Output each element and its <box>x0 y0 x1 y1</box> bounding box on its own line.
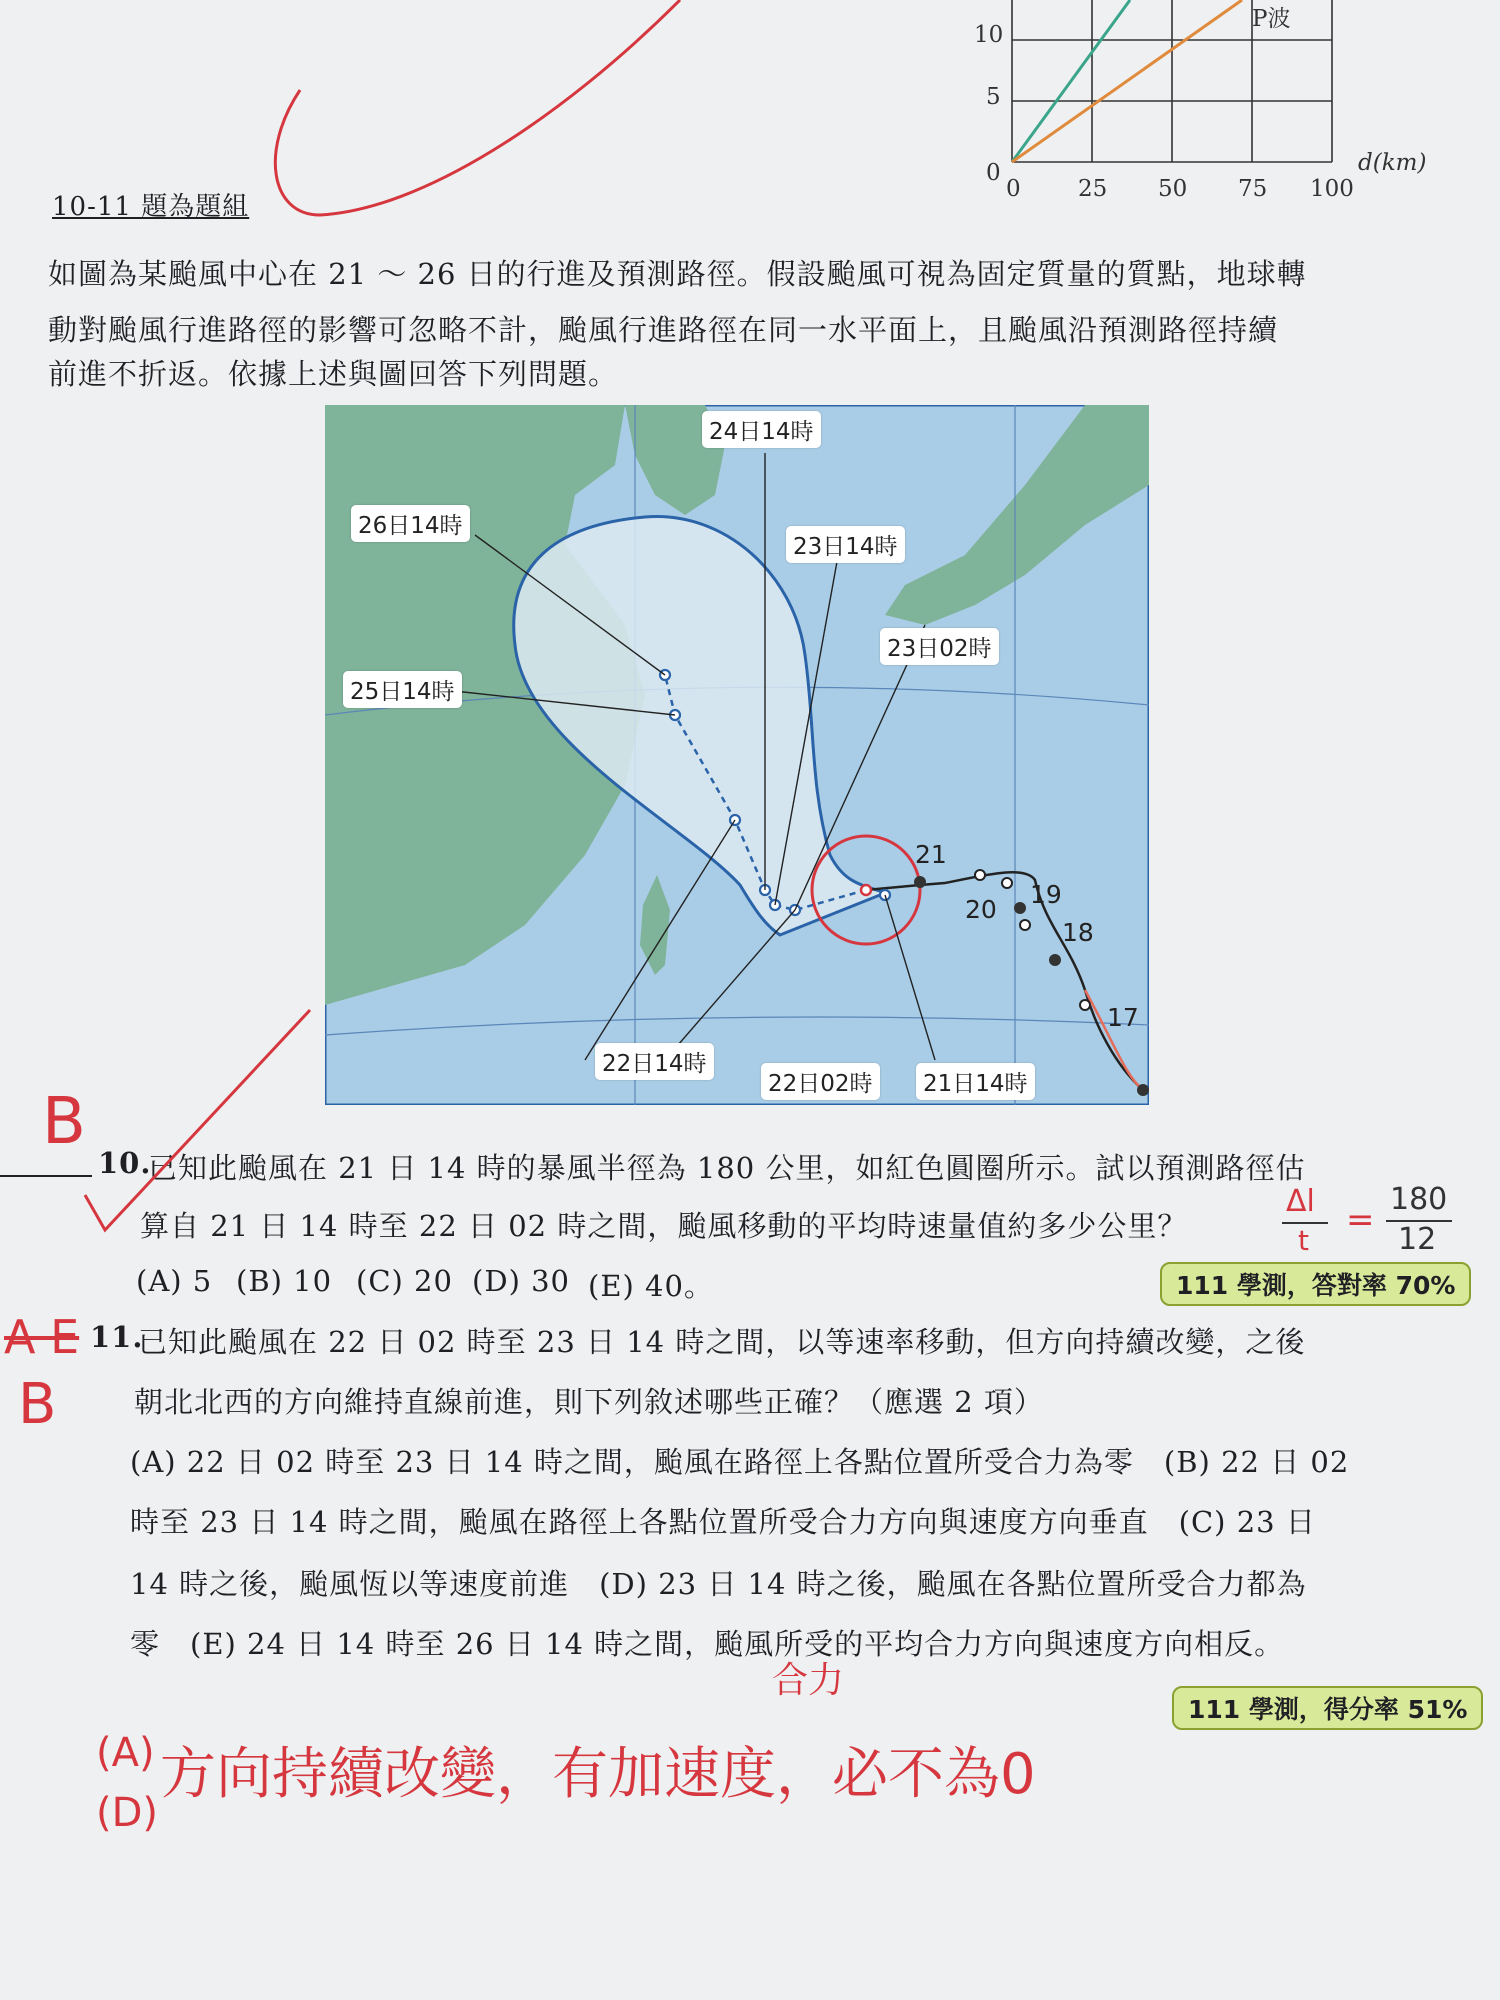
y-tick-10: 10 <box>974 22 1004 48</box>
answer-11-handwritten: B <box>18 1372 57 1437</box>
intro-line-1: 如圖為某颱風中心在 21 ～ 26 日的行進及預測路徑。假設颱風可視為固定質量的質點，地球轉 <box>48 257 1307 291</box>
x-axis-label: d(km) <box>1358 150 1427 176</box>
intro-line-3: 前進不折返。依據上述與圖回答下列問題。 <box>48 357 619 391</box>
intro-line-2: 動對颱風行進路徑的影響可忽略不計，颱風行進路徑在同一水平面上，且颱風沿預測路徑持續 <box>48 313 1279 347</box>
calc-num-left: Δl <box>1286 1184 1315 1219</box>
note-prefix-d: (D) <box>96 1790 159 1836</box>
x-tick-50: 50 <box>1158 176 1188 202</box>
calc-den-right: 12 <box>1398 1222 1437 1257</box>
label-22-02: 22日02時 <box>761 1063 880 1100</box>
y-tick-0: 0 <box>986 160 1001 186</box>
q10-option-b: (B) 10 <box>236 1264 333 1298</box>
q11-line-4: 時至 23 日 14 時之間，颱風在路徑上各點位置所受合力方向與速度方向垂直 (C) 23 日 <box>130 1505 1316 1539</box>
q10-number: 10. <box>98 1146 152 1180</box>
q11-number: 11. <box>90 1320 144 1354</box>
q11-line-6: 零 (E) 24 日 14 時至 26 日 14 時之間，颱風所受的平均合力方向與速度方向相反。 <box>130 1627 1285 1661</box>
note-insert: 合力 <box>772 1660 845 1701</box>
q10-badge: 111 學測，答對率 70% <box>1160 1262 1471 1306</box>
q10-option-a: (A) 5 <box>136 1264 213 1298</box>
x-tick-100: 100 <box>1310 176 1354 202</box>
q11-badge: 111 學測，得分率 51% <box>1172 1686 1483 1730</box>
day-21: 21 <box>915 840 947 869</box>
calc-equals: = <box>1346 1200 1375 1240</box>
label-26-14: 26日14時 <box>351 505 470 542</box>
answer-11-wrong: A E <box>4 1310 80 1364</box>
q10-line-1: 已知此颱風在 21 日 14 時的暴風半徑為 180 公里，如紅色圓圈所示。試以預測路徑估 <box>148 1151 1306 1185</box>
day-18: 18 <box>1062 918 1094 947</box>
y-tick-5: 5 <box>986 84 1001 110</box>
q10-option-e: (E) 40。 <box>588 1269 714 1303</box>
x-tick-0: 0 <box>1006 176 1021 202</box>
answer-10-handwritten: B <box>42 1085 86 1159</box>
checkmark-stroke <box>0 1000 400 1260</box>
day-19: 19 <box>1030 880 1062 909</box>
label-21-14: 21日14時 <box>916 1063 1035 1100</box>
q11-line-3: (A) 22 日 02 時至 23 日 14 時之間，颱風在路徑上各點位置所受合力為零 (B) 22 日 02 <box>130 1445 1350 1479</box>
q10-option-c: (C) 20 <box>356 1264 453 1298</box>
group-header: 10-11 題為題組 <box>52 192 250 222</box>
label-25-14: 25日14時 <box>343 671 462 708</box>
q11-line-2: 朝北北西的方向維持直線前進，則下列敘述哪些正確？（應選 2 項） <box>134 1385 1044 1419</box>
typhoon-map <box>325 405 1149 1105</box>
label-23-14: 23日14時 <box>786 526 905 563</box>
label-22-14: 22日14時 <box>595 1043 714 1080</box>
calc-num-right: 180 <box>1390 1182 1448 1217</box>
label-24-14: 24日14時 <box>702 411 821 448</box>
note-prefix-a: (A) <box>96 1730 155 1776</box>
q10-option-d: (D) 30 <box>472 1264 570 1298</box>
calc-den-left: t <box>1298 1224 1309 1257</box>
q10-line-2: 算自 21 日 14 時至 22 日 02 時之間，颱風移動的平均時速量值約多少公里？ <box>140 1209 1188 1243</box>
day-17: 17 <box>1107 1003 1139 1032</box>
x-tick-75: 75 <box>1238 176 1268 202</box>
note-text: 方向持續改變，有加速度，必不為0 <box>160 1742 1036 1807</box>
day-20: 20 <box>965 895 997 924</box>
label-23-02: 23日02時 <box>880 628 999 665</box>
p-wave-label: P波 <box>1252 6 1291 32</box>
x-tick-25: 25 <box>1078 176 1108 202</box>
q11-line-5: 14 時之後，颱風恆以等速度前進 (D) 23 日 14 時之後，颱風在各點位置所受合力都為 <box>130 1567 1307 1601</box>
q11-line-1: 已知此颱風在 22 日 02 時至 23 日 14 時之間，以等速率移動，但方向持續改變，之後 <box>138 1325 1306 1359</box>
